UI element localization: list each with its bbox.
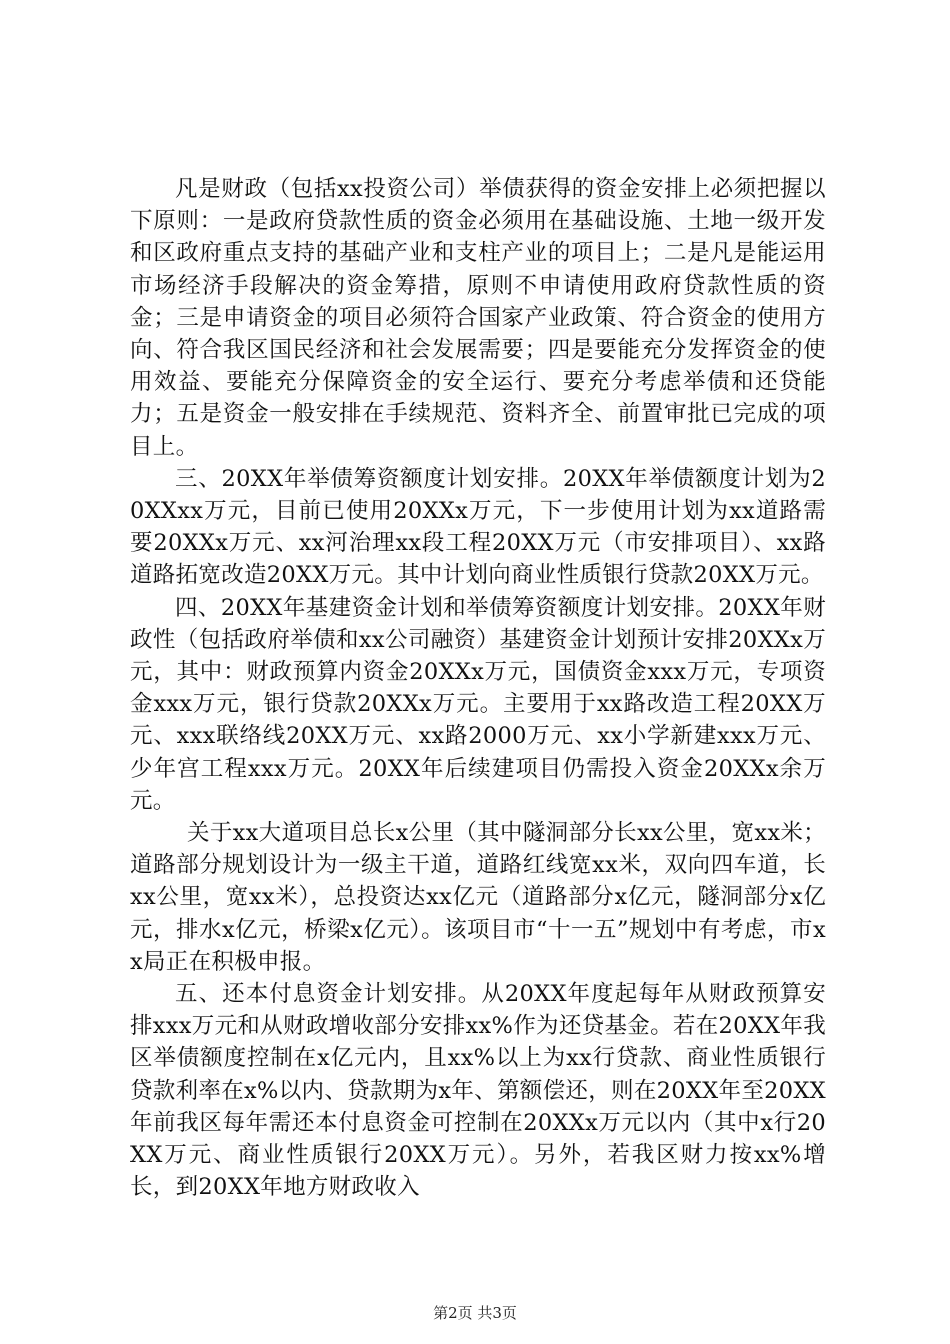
paragraph-principles: 凡是财政（包括xx投资公司）举债获得的资金安排上必须把握以下原则：一是政府贷款性质的资金必须用在基础设施、土地一级开发和区政府重点支持的基础产业和支柱产业的项目上；二是凡是能运用市场经济手段解决的资金筹措，原则不申请使用政府贷款性质的资金；三是申请资金的项目必须符合国家产业政策、符合资金的使用方向、符合我区国民经济和社会发展需要；四是要能充分发挥资金的使用效益、要能充分保障资金的安全运行、要充分考虑举债和还贷能力；五是资金一般安排在手续规范、资料齐全、前置审批已完成的项目上。 [130,176,826,460]
paragraph-section-four: 四、20XX年基建资金计划和举债筹资额度计划安排。20XX年财政性（包括政府举债和xx公司融资）基建资金计划预计安排20XXx万元，其中：财政预算内资金20XXx万元，国债资金xxx万元，专项资金xxx万元，银行贷款20XXx万元。主要用于xx路改造工程20XX万元、xxx联络线20XX万元、xx路2000万元、xx小学新建xxx万元、少年宫工程xxx万元。20XX年后续建项目仍需投入资金20XXx余万元。 [130,594,826,814]
document-body [130,173,826,1204]
paragraph-section-five: 五、还本付息资金计划安排。从20XX年度起每年从财政预算安排xxx万元和从财政增收部分安排xx%作为还贷基金。若在20XX年我区举债额度控制在x亿元内，且xx%以上为xx行贷款、商业性质银行贷款利率在x%以内、贷款期为x年、第额偿还，则在20XX年至20XX年前我区每年需还本付息资金可控制在20XXx万元以内（其中x行20XX万元、商业性质银行20XX万元）。另外，若我区财力按xx%增长，到20XX年地方财政收入 [130,981,826,1201]
paragraph-section-three: 三、20XX年举债筹资额度计划安排。20XX年举债额度计划为20XXxx万元，目前已使用20XXx万元，下一步使用计划为xx道路需要20XXx万元、xx河治理xx段工程20XX万元（市安排项目）、xx路道路拓宽改造20XX万元。其中计划向商业性质银行贷款20XX万元。 [130,465,826,589]
paragraph-avenue-project: 关于xx大道项目总长x公里（其中隧洞部分长xx公里，宽xx米；道路部分规划设计为一级主干道，道路红线宽xx米，双向四车道，长xx公里，宽xx米），总投资达xx亿元（道路部分x亿元，隧洞部分x亿元，排水x亿元，桥梁x亿元）。该项目市“十一五”规划中有考虑，市xx局正在积极申报。 [130,820,826,975]
page-number-footer: 第2页 共3页 [433,1304,517,1322]
